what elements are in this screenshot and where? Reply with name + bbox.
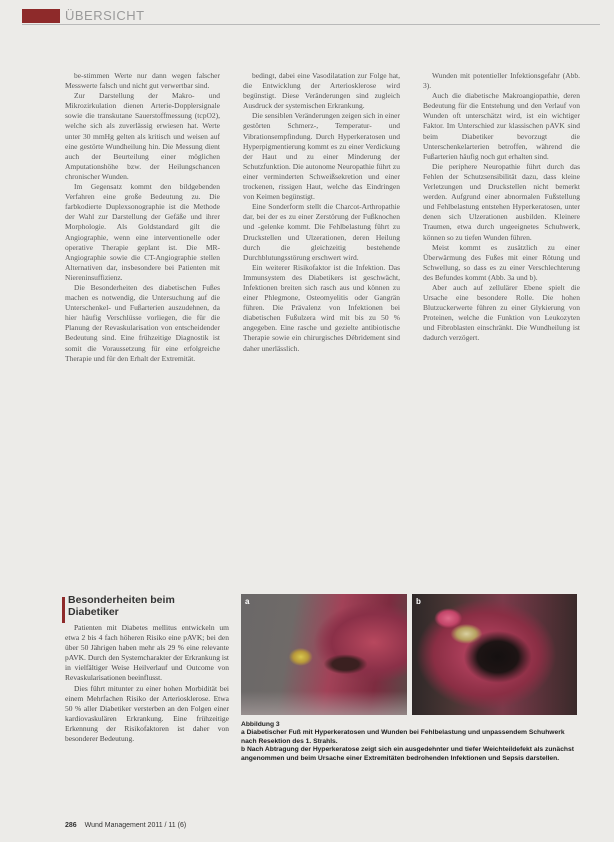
header-rule xyxy=(22,24,600,25)
page-footer xyxy=(65,822,186,829)
paragraph: Zur Darstellung der Makro- und Mikrozirkulation dienen Arterie-Dopplersignale sowie die transkutane Sauerstoffmessung (tcpO2), welche sich als zuverlässig erwiesen hat. Werte unter 30 mmHg gelten als kritisch und weisen auf eine gestörte Wundheilung hin. Die Messung dient auch der Beurteilung einer möglichen Amputationshöhe bzw. der Heilungschancen chronischer Wunden. xyxy=(65,91,220,181)
caption-line-b: b Nach Abtragung der Hyperkeratose zeigt sich ein ausgedehnter und tiefer Weichteildefekt als zunächst angenommen und beim Ursache einer Extremitäten bedrohenden Infektionen und Sepsis darstellen. xyxy=(241,746,574,762)
text-column-4 xyxy=(65,623,229,805)
page-number: 286 xyxy=(65,822,77,829)
heading-accent-bar xyxy=(62,597,65,623)
paragraph: Aber auch auf zellulärer Ebene spielt die Ursache eine besondere Rolle. Die hohen Blutzuckerwerte führen zu einer Glykierung von Proteinen, welche die Funktion von Leukozyten und Fibroblasten einschränkt. Die Wundheilung ist dadurch verzögert. xyxy=(423,282,580,343)
photo-background-strip xyxy=(241,691,407,715)
journal-reference: Wund Management 2011 / 11 (6) xyxy=(84,822,187,829)
caption-line-a: a Diabetischer Fuß mit Hyperkeratosen und Wunden bei Fehlbelastung und unpassendem Schuhwerk nach Resektion des 1. Strahls. xyxy=(241,729,565,745)
caption-title: Abbildung 3 xyxy=(241,721,280,728)
figure-caption xyxy=(241,721,578,763)
paragraph: Eine Sonderform stellt die Charcot-Arthropathie dar, bei der es zu einer Zerstörung der Fußknochen und -gelenke kommt. Die Fehlbelastung führt zu Druckstellen und Ulzerationen, deren Heilung durch die gleichzeitig bestehende Durchblutungsstörung erschwert wird. xyxy=(243,202,400,262)
header-accent-box xyxy=(22,9,60,23)
section-heading: Besonderheiten beim Diabetiker xyxy=(68,594,175,618)
paragraph: Im Gegensatz kommt den bildgebenden Verfahren eine große Bedeutung zu. Die farbkodierte Duplexsonographie ist die Methode der Wahl zur Darstellung der Gefäße und ihrer Morphologie. Als Goldstandard gilt die Angiographie, wenn eine interventionelle oder operative Therapie geplant ist. Die MR-Angiographie sowie die CT-Angiographie stellen Alternativen dar, insbesondere bei Patienten mit Niereninsuffizienz. xyxy=(65,182,220,282)
paragraph: be-stimmen Werte nur dann wegen falscher Messwerte falsch und nicht gut verwertbar sind. xyxy=(65,71,220,91)
text-column-3 xyxy=(423,71,580,576)
paragraph: Patienten mit Diabetes mellitus entwickeln um etwa 2 bis 4 fach höheren Risiko eine pAVK; bei den über 50 Jährigen haben mehr als 29 % eine relevante pAVK. Durch den Systemcharakter der Erkrankung ist in vielfältiger Weise Heilverlauf und Outcome von Revaskularisationen beeinflusst. xyxy=(65,623,229,683)
text-column-2 xyxy=(243,71,400,576)
text-column-1 xyxy=(65,71,220,576)
wound-photo-a xyxy=(241,594,407,715)
paragraph: Wunden mit potentieller Infektionsgefahr (Abb. 3). xyxy=(423,71,580,91)
wound-photo-b xyxy=(412,594,577,715)
paragraph: Die sensiblen Veränderungen zeigen sich in einer gestörten Schmerz-, Temperatur- und Vibrationsempfindung. Durch Hyperkeratosen und Hyperpigmentierung kommt es zu einer Verdickung der Haut und zu einer Minderung der Schutzfunktion. Die autonome Neuropathie führt zu einer verminderten Schweißsekretion und einer trockenen, rissigen Haut, welche das Eindringen von Keimen begünstigt. xyxy=(243,111,400,202)
paragraph: Die periphere Neuropathie führt durch das Fehlen der Schutzsensibilität dazu, dass kleine Verletzungen und Druckstellen nicht bemerkt werden. Aufgrund einer abnormalen Fußstellung und Fehlbelastung entstehen Hyperkeratosen, unter denen sich Ulzerationen ausbilden. Kleinere Traumen, etwa durch ungeeignetes Schuhwerk, können so zu tiefen Wunden führen. xyxy=(423,161,580,242)
section-title: ÜBERSICHT xyxy=(65,8,145,23)
photo-label-a: a xyxy=(245,597,250,606)
photo-label-b: b xyxy=(416,597,421,606)
paragraph: Ein weiterer Risikofaktor ist die Infektion. Das Immunsystem des Diabetikers ist geschwächt, Infektionen breiten sich rasch aus und können zu einer Phlegmone, Osteomyelitis oder Gangrän führen. Die Prävalenz von Infektionen bei diabetischen Fußulzera wird mit bis zu 50 % angegeben. Eine rasche und gezielte antibiotische Therapie sowie ein chirurgisches Débridement sind daher unerlässlich. xyxy=(243,262,400,353)
paragraph: Meist kommt es zusätzlich zu einer Überwärmung des Fußes mit einer Rötung und Schwellung, so dass es zu einer Verschlechterung des Befundes kommt (Abb. 3a und b). xyxy=(423,242,580,282)
paragraph: Dies führt mitunter zu einer hohen Morbidität bei einem Mehrfachen Risiko der Arteriosklerose. Etwa 50 % aller Diabetiker versterben an den Folgen einer kardiovaskulären Erkrankung. Eine frühzeitige Erkennung der Risikofaktoren ist daher von besonderer Bedeutung. xyxy=(65,683,229,744)
paragraph: bedingt, dabei eine Vasodilatation zur Folge hat, die Entwicklung der Arteriosklerose wird begünstigt. Diese Veränderungen sind zugleich Ausdruck der systemischen Erkrankung. xyxy=(243,71,400,111)
paragraph: Auch die diabetische Makroangiopathie, deren Bedeutung für die Entstehung und den Verlauf von Wunden oft unterschätzt wird, ist ein wichtiger Faktor. Im Unterschied zur klassischen pAVK sind beim Diabetiker bevorzugt die Unterschenkelarterien betroffen, während die Fußarterien häufig noch gut erhalten sind. xyxy=(423,91,580,161)
paragraph: Die Besonderheiten des diabetischen Fußes machen es notwendig, die Untersuchung auf die Unterschenkel- und Fußarterien auszudehnen, da hier häufig Verschlüsse vorliegen, die für die Planung der Revaskularisation von entscheidender Bedeutung sind. Eine frühzeitige Diagnostik ist somit die Voraussetzung für eine erfolgreiche Therapie und für den Erhalt der Extremität. xyxy=(65,282,220,363)
